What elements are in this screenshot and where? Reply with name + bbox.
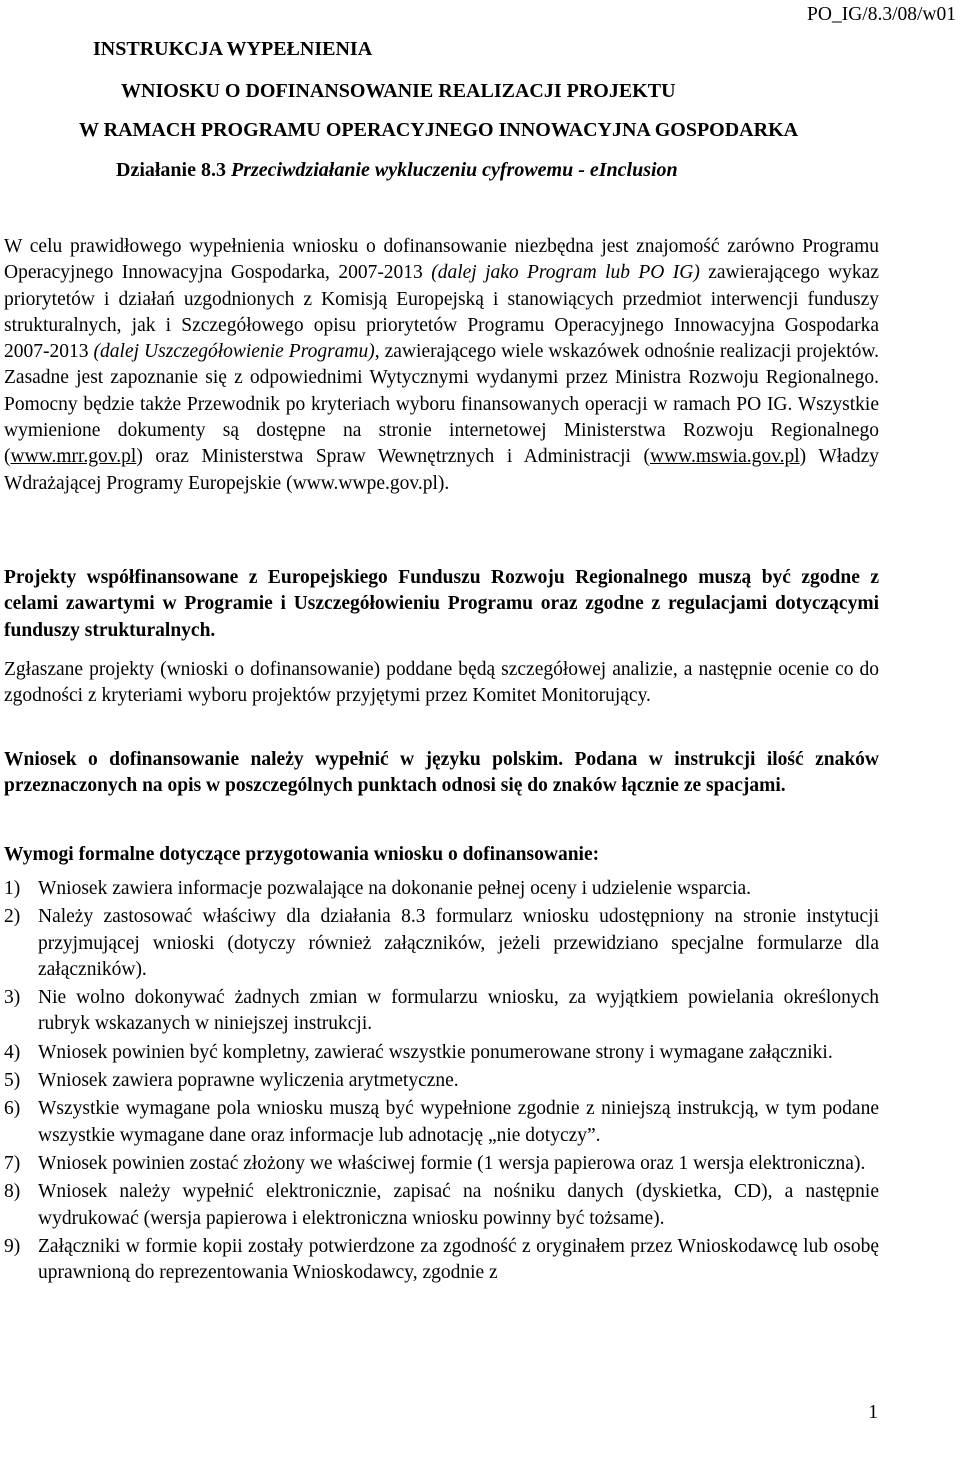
mrr-link[interactable]: www.mrr.gov.pl [10, 446, 137, 468]
requirement-item: 7) Wniosek powinien zostać złożony we właściwej formie (1 wersja papierowa oraz 1 wersja elektroniczna). [4, 1152, 866, 1174]
requirement-item: 9) Załączniki w formie kopii zostały potwierdzone za zgodność z oryginałem przez Wnioskodawcę lub osobę uprawnioną do reprezentowania Wnioskodawcy, zgodnie z [4, 1235, 879, 1284]
requirement-item: 8) Wniosek należy wypełnić elektronicznie, zapisać na nośniku danych (dyskietka, CD), a następnie wydrukować (wersja papierowa i elektroniczna wniosku powinny być tożsame). [4, 1181, 879, 1229]
requirement-item: 2) Należy zastosować właściwy dla działania 8.3 formularz wniosku udostępniony na stronie instytucji przyjmującej wnioski (dotyczy również załączników, jeżeli przewidziano specjalne formularze dla załączników). [4, 906, 879, 980]
document-code: PO_IG/8.3/08/w01 [807, 4, 956, 25]
action-number: Działanie 8.3 [116, 159, 226, 181]
evaluation-paragraph: Zgłaszane projekty (wnioski o dofinansowanie) poddane będą szczegółowej analizie, a następnie ocenie co do zgodności z kryteriami wyboru projektów przyjętymi przez Komitet Monitorujący. [4, 659, 879, 707]
title-line-3: W RAMACH PROGRAMU OPERACYJNEGO INNOWACYJNA GOSPODARKA [79, 119, 799, 141]
mswia-link[interactable]: www.mswia.gov.pl [650, 446, 800, 468]
requirements-list [4, 876, 879, 1286]
cofinancing-paragraph: Projekty współfinansowane z Europejskiego Funduszu Rozwoju Regionalnego muszą być zgodne z celami zawartymi w Programie i Uszczegółowieniu Programu oraz zgodne z regulacjami dotyczącymi funduszy strukturalnych. [4, 567, 879, 641]
requirement-item: 6) Wszystkie wymagane pola wniosku muszą być wypełnione zgodnie z niniejszą instrukcją, w tym podane wszystkie wymagane dane oraz informacje lub adnotację „nie dotyczy”. [4, 1098, 879, 1146]
requirement-item: 5) Wniosek zawiera poprawne wyliczenia arytmetyczne. [4, 1070, 459, 1092]
title-line-4 [0, 157, 960, 183]
page-number: 1 [868, 1402, 878, 1423]
requirements-heading: Wymogi formalne dotyczące przygotowania wniosku o dofinansowanie: [4, 844, 600, 865]
intro-paragraph: W celu prawidłowego wypełnienia wniosku o dofinansowanie niezbędna jest znajomość zarówno Programu Operacyjnego Innowacyjna Gospodarka, 2007-2013 (dalej jako Program lub PO IG) zawierającego wykaz priorytetów i działań uzgodnionych z Komisją Europejską i stanowiących przedmiot interwencji funduszy strukturalnych, jak i Szczegółowego opisu priorytetów Programu Operacyjnego Innowacyjna Gospodarka 2007-2013 (dalej Uszczegółowienie Programu), zawierającego wiele wskazówek odnośnie realizacji projektów. Zasadne jest zapoznanie się z odpowiednimi Wytycznymi wydanymi przez Ministra Rozwoju Regionalnego. Pomocny będzie także Przewodnik po kryteriach wyboru finansowanych operacji w ramach PO IG. Wszystkie wymienione dokumenty są dostępne na stronie internetowej Ministerstwa Rozwoju Regionalnego (www.mrr.gov.pl) oraz Ministerstwa Spraw Wewnętrznych i Administracji (www.mswia.gov.pl) Władzy Wdrażającej Programy Europejskie (www.wwpe.gov.pl). [4, 236, 880, 494]
title-line-2: WNIOSKU O DOFINANSOWANIE REALIZACJI PROJEKTU [121, 80, 676, 102]
requirement-item: 4) Wniosek powinien być kompletny, zawierać wszystkie ponumerowane strony i wymagane załączniki. [4, 1041, 833, 1063]
requirement-item: 1) Wniosek zawiera informacje pozwalające na dokonanie pełnej oceny i udzielenie wsparcia. [4, 878, 752, 899]
action-name: Przeciwdziałanie wykluczeniu cyfrowemu - eInclusion [231, 159, 678, 181]
requirement-item: 3) Nie wolno dokonywać żadnych zmian w formularzu wniosku, za wyjątkiem powielania określonych rubryk wskazanych w niniejszej instrukcji. [4, 987, 879, 1035]
language-paragraph: Wniosek o dofinansowanie należy wypełnić w języku polskim. Podana w instrukcji ilość znaków przeznaczonych na opis w poszczególnych punktach odnosi się do znaków łącznie ze spacjami. [4, 749, 879, 797]
title-line-1: INSTRUKCJA WYPEŁNIENIA [93, 38, 373, 60]
